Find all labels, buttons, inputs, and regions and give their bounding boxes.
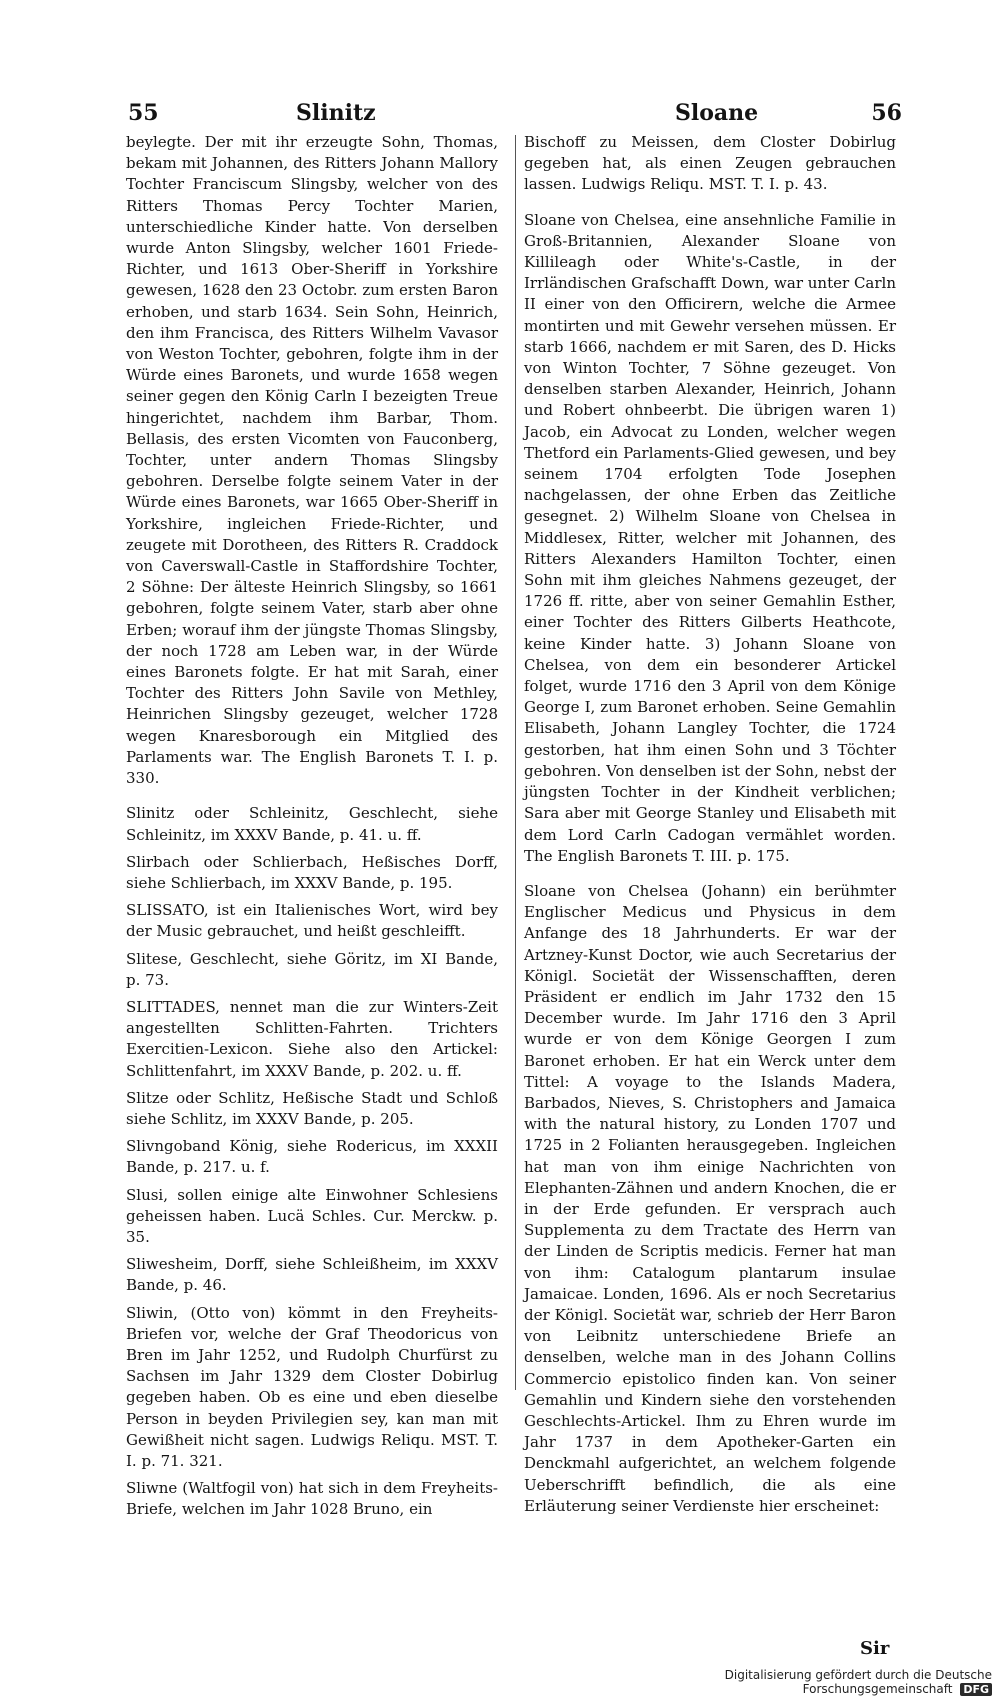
entry-sliwesheim: Sliwesheim, Dorff, siehe Schleißheim, im XXXV Bande, p. 46. xyxy=(126,1255,498,1295)
entry-slittades: SLITTADES, nennet man die zur Winters-Zeit angestellten Schlitten-Fahrten. Trichters Exercitien-Lexicon. Siehe also den Artickel: Schlittenfahrt, im XXXV Bande, p. 202. u. ff. xyxy=(126,997,498,1080)
entry-sliwne: Sliwne (Waltfogil von) hat sich in dem Freyheits-Briefe, welchen im Jahr 1028 Bruno, ein xyxy=(126,1479,498,1519)
entry-slitze: Slitze oder Schlitz, Heßische Stadt und Schloß siehe Schlitz, im XXXV Bande, p. 205. xyxy=(126,1088,498,1128)
page-number-right: 56 xyxy=(871,100,902,126)
entry-slitese: Slitese, Geschlecht, siehe Göritz, im XI Bande, p. 73. xyxy=(126,949,498,989)
entry-slingsby-continued: beylegte. Der mit ihr erzeugte Sohn, Thomas, bekam mit Johannen, des Ritters Johann Mallory Tochter Franciscum Slingsby, welcher von des Ritters Thomas Percy Tochter Marien, unterschiedliche Kinder hatte. Von derselben wurde Anton Slingsby, welcher 1601 Friede-Richter, und 1613 Ober-Sheriff in Yorkshire gewesen, 1628 den 23 Octobr. zum ersten Baron erhoben, und starb 1634. Sein Sohn, Heinrich, den ihm Francisca, des Ritters Wilhelm Vavasor von Weston Tochter, gebohren, folgte ihm in der Würde eines Baronets, und wurde 1658 wegen seiner gegen den König Carln I bezeigten Treue hingerichtet, nachdem ihm Barbar, Thom. Bellasis, des ersten Vicomten von Fauconberg, Tochter, unter andern Thomas Slingsby gebohren. Derselbe folgte seinem Vater in der Würde eines Baronets, war 1665 Ober-Sheriff in Yorkshire, ingleichen Friede-Richter, und zeugete mit Dorotheen, des Ritters R. Craddock von Caverswall-Castle in Staffordshire Tochter, 2 Söhne: Der älteste Heinrich Slingsby, so 1661 gebohren, folgte seinem Vater, starb aber ohne Erben; worauf ihm der jüngste Thomas Slingsby, der noch 1728 am Leben war, in der Würde eines Baronets folgte. Er hat mit Sarah, einer Tochter des Ritters John Savile von Methley, Heinrichen Slingsby gezeuget, welcher 1728 wegen Knaresborough ein Mitglied des Parlaments war. The English Baronets T. I. p. 330. xyxy=(126,133,498,788)
digitization-footer xyxy=(608,1668,992,1696)
running-head-right: Sloane xyxy=(675,100,759,126)
entry-slirbach: Slirbach oder Schlierbach, Heßisches Dorff, siehe Schlierbach, im XXXV Bande, p. 195. xyxy=(126,852,498,892)
entry-slivngoband: Slivngoband König, siehe Rodericus, im XXXII Bande, p. 217. u. f. xyxy=(126,1137,498,1177)
entry-slinitz: Slinitz oder Schleinitz, Geschlecht, siehe Schleinitz, im XXXV Bande, p. 41. u. ff. xyxy=(126,804,498,844)
dfg-logo: DFG xyxy=(960,1683,992,1696)
right-column xyxy=(524,132,896,1523)
column-divider xyxy=(515,135,516,1390)
running-head-left: Slinitz xyxy=(296,100,376,126)
entry-slusi: Slusi, sollen einige alte Einwohner Schlesiens geheissen haben. Lucä Schles. Cur. Merckw. p. 35. xyxy=(126,1185,498,1246)
entry-sliwin: Sliwin, (Otto von) kömmt in den Freyheits-Briefen vor, welche der Graf Theodoricus von Bren im Jahr 1252, und Rudolph Churfürst zu Sachsen im Jahr 1329 dem Closter Dobirlug gegeben haben. Ob es eine und eben dieselbe Person in beyden Privilegien sey, kan man mit Gewißheit nicht sagen. Ludwigs Reliqu. MST. T. I. p. 71. 321. xyxy=(126,1303,498,1470)
catchword: Sir xyxy=(860,1638,890,1659)
left-column xyxy=(126,132,498,1527)
footer-credit: Digitalisierung gefördert durch die Deutsche Forschungsgemeinschaft xyxy=(724,1668,992,1696)
page-header xyxy=(128,100,902,134)
entry-sloane-johann: Sloane von Chelsea (Johann) ein berühmter Englischer Medicus und Physicus in dem Anfange des 18 Jahrhunderts. Er war der Artzney-Kunst Doctor, wie auch Secretarius der Königl. Societät der Wissenschafften, deren Präsident er endlich im Jahr 1732 den 15 December wurde. Im Jahr 1716 den 3 April wurde er von dem Könige Georgen I zum Baronet erhoben. Er hat ein Werck unter dem Tittel: A voyage to the Islands Madera, Barbados, Nieves, S. Christophers and Jamaica with the natural history, zu Londen 1707 und 1725 in 2 Folianten herausgegeben. Ingleichen hat man von ihm einige Nachrichten von Elephanten-Zähnen und andern Knochen, die er in der Erde gefunden. Er versprach auch Supplementa zu dem Tractate des Herrn van der Linden de Scriptis medicis. Ferner hat man von ihm: Catalogum plantarum insulae Jamaicae. Londen, 1696. Als er noch Secretarius der Königl. Societät war, schrieb der Herr Baron von Leibnitz unterschiedene Briefe an denselben, welche man in des Johann Collins Commercio epistolico finden kan. Von seiner Gemahlin und Kindern siehe den vorstehenden Geschlechts-Artickel. Ihm zu Ehren wurde im Jahr 1737 in dem Apotheker-Garten ein Denckmahl aufgerichtet, an welchem folgende Ueberschrifft befindlich, die als eine Erläuterung seiner Verdienste hier erscheinet: xyxy=(524,881,896,1515)
page-number-left: 55 xyxy=(128,100,159,126)
entry-continuation-bischoff: Bischoff zu Meissen, dem Closter Dobirlug gegeben hat, als einen Zeugen gebrauchen lassen. Ludwigs Reliqu. MST. T. I. p. 43. xyxy=(524,133,896,194)
entry-slissato: SLISSATO, ist ein Italienisches Wort, wird bey der Music gebrauchet, und heißt geschleifft. xyxy=(126,901,498,941)
entry-sloane-family: Sloane von Chelsea, eine ansehnliche Familie in Groß-Britannien, Alexander Sloane von Killileagh oder White's-Castle, in der Irrländischen Grafschafft Down, war unter Carln II einer von den Officirern, welche die Armee montirten und mit Gewehr versehen müssen. Er starb 1666, nachdem er mit Saren, des D. Hicks von Winton Tochter, 7 Söhne gezeuget. Von denselben starben Alexander, Heinrich, Johann und Robert ohnbeerbt. Die übrigen waren 1) Jacob, ein Advocat zu Londen, welcher wegen Thetford ein Parlaments-Glied gewesen, und bey seinem 1704 erfolgten Tode Josephen nachgelassen, der ohne Erben das Zeitliche gesegnet. 2) Wilhelm Sloane von Chelsea in Middlesex, Ritter, welcher mit Johannen, des Ritters Alexanders Hamilton Tochter, einen Sohn mit ihm gleiches Nahmens gezeuget, der 1726 ff. ritte, aber von seiner Gemahlin Esther, einer Tochter des Ritters Gilberts Heathcote, keine Kinder hatte. 3) Johann Sloane von Chelsea, von dem ein besonderer Artickel folget, wurde 1716 den 3 April von dem Könige George I, zum Baronet erhoben. Seine Gemahlin Elisabeth, Johann Langley Tochter, die 1724 gestorben, hat ihm einen Sohn und 3 Töchter gebohren. Von denselben ist der Sohn, nebst der jüngsten Tochter in der Kindheit verblichen; Sara aber mit George Stanley und Elisabeth mit dem Lord Carln Cadogan vermählet worden. The English Baronets T. III. p. 175. xyxy=(524,210,896,865)
